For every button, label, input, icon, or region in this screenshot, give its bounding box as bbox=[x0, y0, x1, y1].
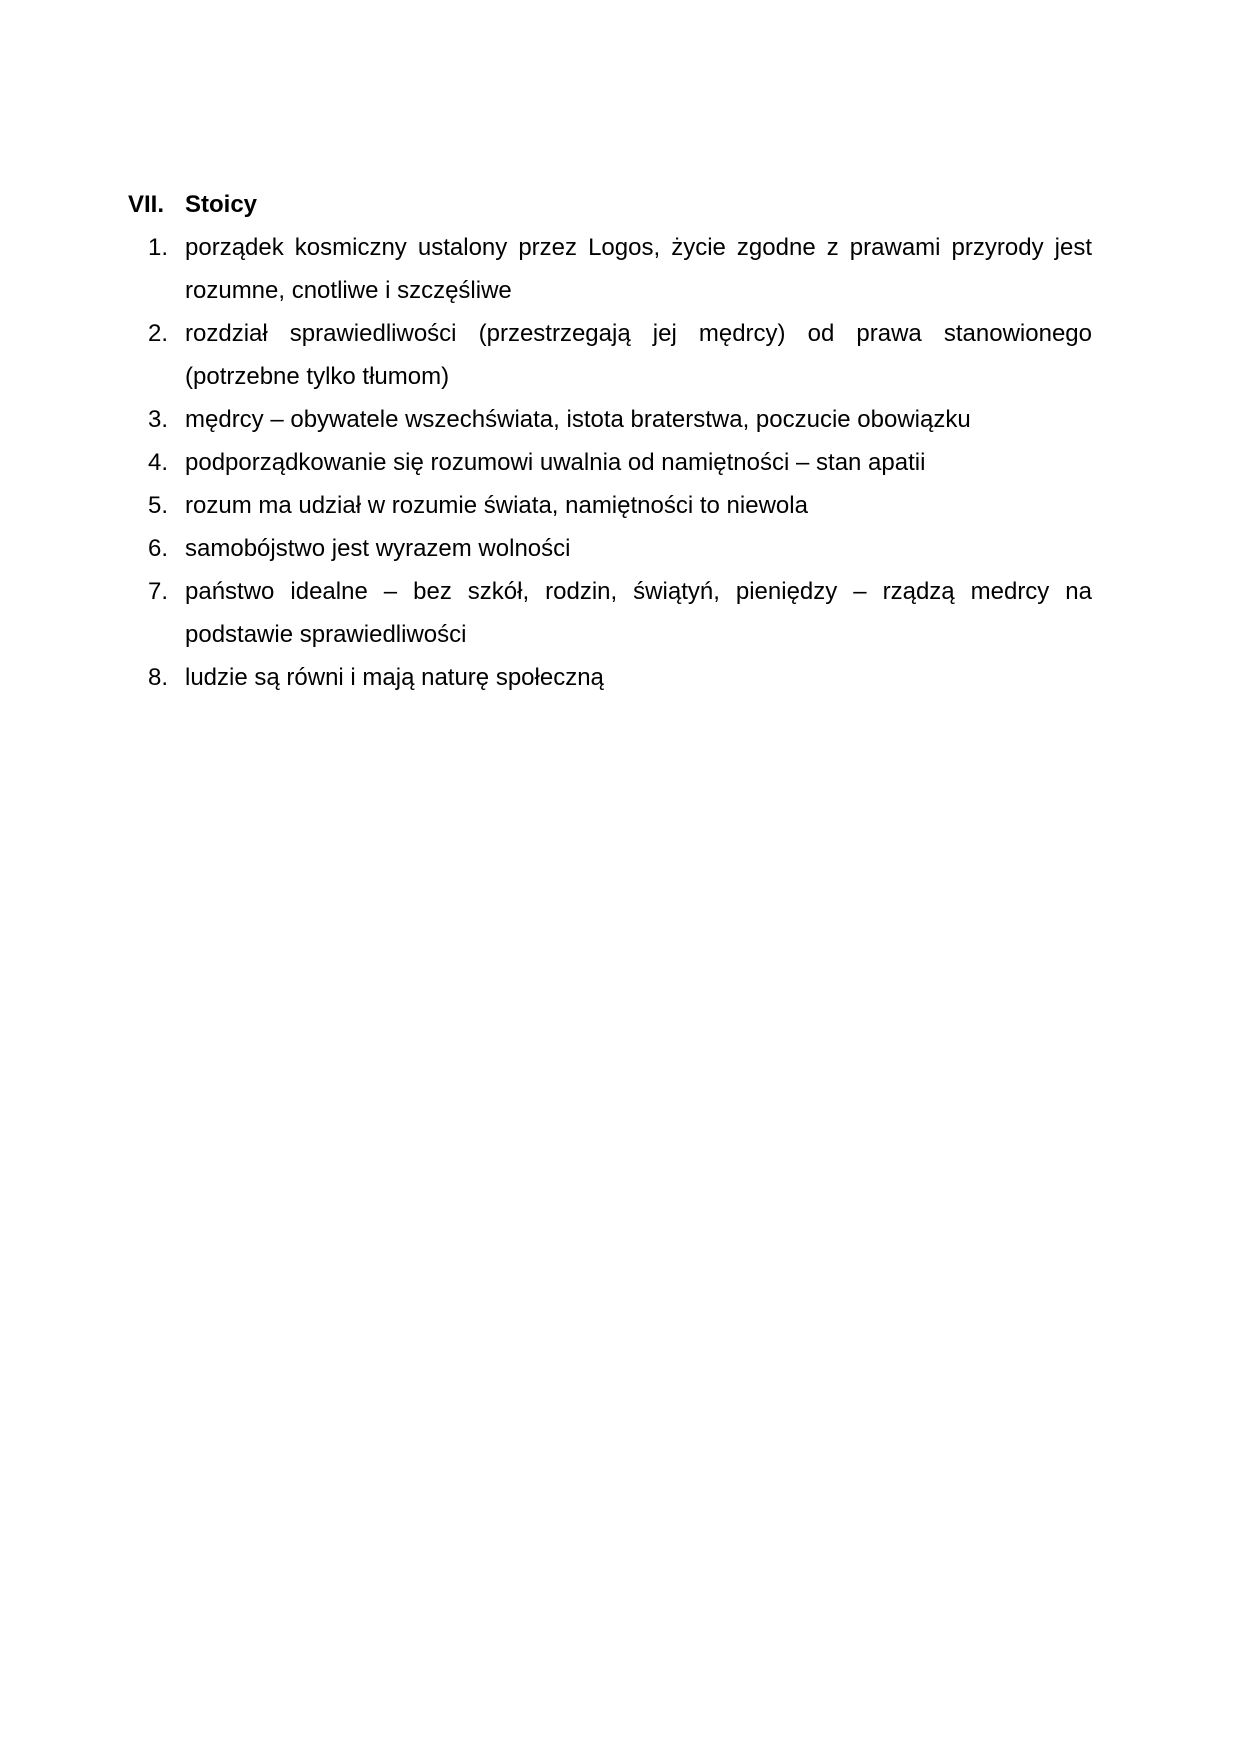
list-item-text: państwo idealne – bez szkół, rodzin, świątyń, pieniędzy – rządzą medrcy na podstawie sprawiedliwości bbox=[185, 578, 1092, 648]
list-item bbox=[128, 312, 1092, 398]
list-item-number: 5. bbox=[148, 492, 169, 519]
list-item-text: rozdział sprawiedliwości (przestrzegają jej mędrcy) od prawa stanowionego (potrzebne tylko tłumom) bbox=[185, 320, 1092, 390]
list-item-text: porządek kosmiczny ustalony przez Logos, życie zgodne z prawami przyrody jest rozumne, cnotliwe i szczęśliwe bbox=[185, 234, 1092, 304]
list-item-number: 1. bbox=[148, 234, 169, 261]
list-item bbox=[128, 398, 1092, 441]
list-item bbox=[128, 226, 1092, 312]
section-heading bbox=[128, 183, 1092, 226]
list-item-text: mędrcy – obywatele wszechświata, istota braterstwa, poczucie obowiązku bbox=[185, 406, 971, 433]
list-item-number: 2. bbox=[148, 320, 169, 347]
list-item bbox=[128, 570, 1092, 656]
list-item-number: 3. bbox=[148, 406, 169, 433]
list-item-text: ludzie są równi i mają naturę społeczną bbox=[185, 664, 604, 691]
section-title: Stoicy bbox=[185, 191, 258, 218]
list-item-number: 4. bbox=[148, 449, 169, 476]
list-item bbox=[128, 441, 1092, 484]
list-item-text: rozum ma udział w rozumie świata, namiętności to niewola bbox=[185, 492, 808, 519]
list-item bbox=[128, 656, 1092, 699]
list-item-text: samobójstwo jest wyrazem wolności bbox=[185, 535, 571, 562]
list-item-number: 8. bbox=[148, 664, 169, 691]
list-item-text: podporządkowanie się rozumowi uwalnia od namiętności – stan apatii bbox=[185, 449, 926, 476]
document-content bbox=[128, 183, 1092, 699]
numbered-list bbox=[128, 226, 1092, 699]
list-item bbox=[128, 484, 1092, 527]
list-item bbox=[128, 527, 1092, 570]
list-item-number: 6. bbox=[148, 535, 169, 562]
list-item-number: 7. bbox=[148, 578, 169, 605]
section-number: VII. bbox=[128, 191, 165, 218]
